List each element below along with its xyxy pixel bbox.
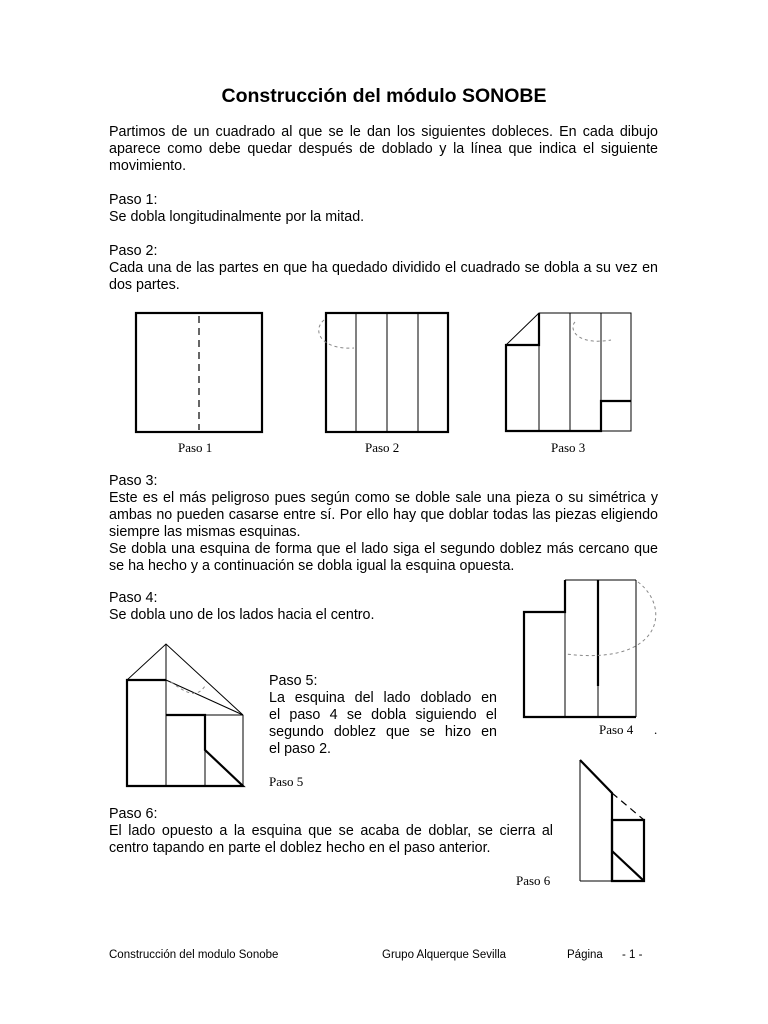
paso1-text: Se dobla longitudinalmente por la mitad. — [109, 209, 365, 225]
paso5-line: el paso 2. — [269, 741, 331, 757]
caption-paso1: Paso 1 — [178, 440, 213, 455]
paso5-heading: Paso 5: — [269, 673, 318, 689]
caption-paso4-dot: . — [654, 722, 658, 737]
page-title: Construcción del módulo SONOBE — [221, 85, 547, 107]
paso4-text: Se dobla uno de los lados hacia el centro. — [109, 607, 375, 623]
figure-paso3 — [505, 312, 637, 434]
paso5-line: La esquina del lado doblado en — [269, 690, 497, 706]
footer-page-label: Página — [567, 949, 603, 961]
figure-paso1 — [135, 312, 265, 434]
paso5-text — [269, 690, 497, 758]
paso2-text: Cada una de las partes en que ha quedado dividido el cuadrado se dobla a su vez en dos partes. — [109, 260, 658, 293]
paso6-text: El lado opuesto a la esquina que se acaba de doblar, se cierra al centro tapando en parte el doblez hecho en el paso anterior. — [109, 823, 553, 856]
paso3-text2: Se dobla una esquina de forma que el lado siga el segundo doblez más cercano que se ha hecho y a continuación se dobla igual la esquina opuesta. — [109, 541, 658, 574]
paso6-heading: Paso 6: — [109, 806, 158, 822]
figure-paso6 — [578, 758, 646, 884]
caption-paso6: Paso 6 — [516, 873, 551, 888]
footer-page-number: - 1 - — [622, 949, 643, 961]
footer-group-name: Grupo Alquerque Sevilla — [382, 949, 507, 961]
paso5-line: el paso 4 se dobla siguiendo el — [269, 707, 497, 723]
figure-paso2 — [314, 312, 454, 434]
figure-paso4 — [522, 578, 660, 720]
caption-paso3: Paso 3 — [551, 440, 586, 455]
paso2-heading: Paso 2: — [109, 243, 158, 259]
caption-paso5: Paso 5 — [269, 774, 304, 789]
paso4-heading: Paso 4: — [109, 590, 158, 606]
paso3-heading: Paso 3: — [109, 473, 158, 489]
paso5-line: segundo doblez que se hizo en — [269, 724, 497, 740]
caption-paso2: Paso 2 — [365, 440, 400, 455]
caption-paso4: Paso 4 — [599, 722, 634, 737]
footer-document-name: Construcción del modulo Sonobe — [109, 949, 279, 961]
figure-paso5 — [125, 642, 247, 788]
intro-paragraph: Partimos de un cuadrado al que se le dan los siguientes dobleces. En cada dibujo aparece como debe quedar después de doblado y la línea que indica el siguiente movimiento. — [109, 124, 658, 174]
paso3-text1: Este es el más peligroso pues según como se doble sale una pieza o su simétrica y ambas no pueden casarse entre sí. Por ello hay que doblar todas las piezas eligiendo siempre las mismas esquinas. — [109, 490, 658, 540]
paso1-heading: Paso 1: — [109, 192, 158, 208]
